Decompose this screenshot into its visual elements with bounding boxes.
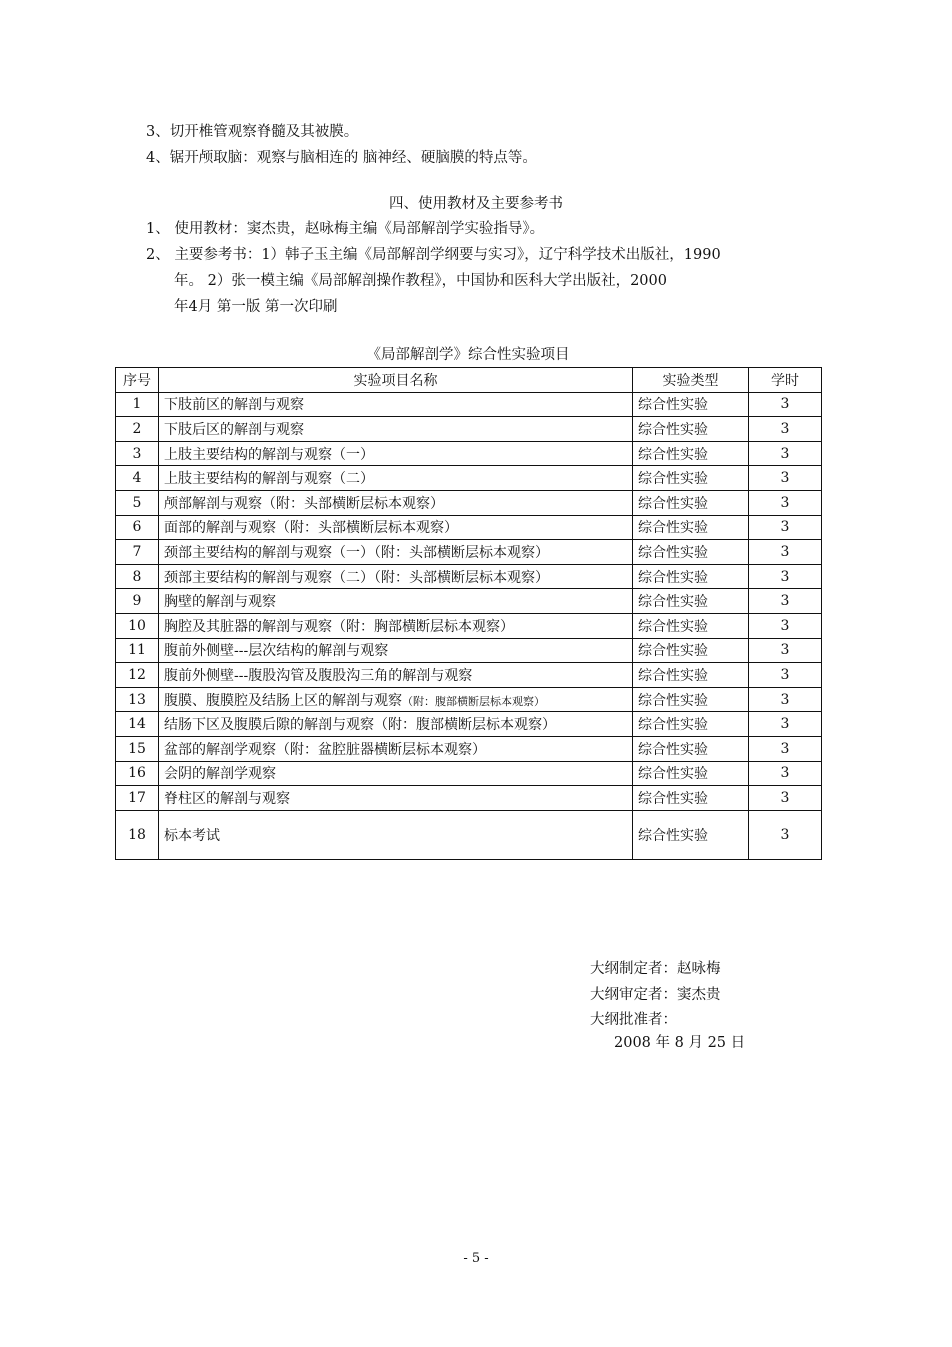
step-4: 4、锯开颅取脑：观察与脑相连的 脑神经、硬脑膜的特点等。 [146, 150, 537, 166]
row-hours: 3 [749, 663, 822, 688]
row-number: 7 [116, 540, 159, 565]
row-hours: 3 [749, 490, 822, 515]
reference-line-3: 年。 2）张一模主编《局部解剖操作教程》，中国协和医科大学出版社，2000 [174, 273, 667, 289]
row-name-text: 腹前外侧壁---腹股沟管及腹股沟三角的解剖与观察 [164, 667, 473, 684]
table-row [116, 490, 822, 515]
table-header-row [116, 368, 822, 393]
row-name-text: 颅部解剖与观察（附：头部横断层标本观察） [164, 495, 444, 512]
row-hours: 3 [749, 786, 822, 811]
row-number: 11 [116, 638, 159, 663]
row-name [159, 613, 633, 638]
row-name [159, 540, 633, 565]
row-name [159, 466, 633, 491]
step-3: 3、切开椎管观察脊髓及其被膜。 [146, 124, 359, 140]
row-hours: 3 [749, 736, 822, 761]
row-number: 14 [116, 712, 159, 737]
outline-approver: 大纲批准者： [590, 1012, 677, 1028]
row-name [159, 810, 633, 859]
row-name-text: 标本考试 [164, 827, 220, 844]
row-type: 综合性实验 [633, 638, 749, 663]
row-hours: 3 [749, 687, 822, 712]
table-row [116, 466, 822, 491]
section-title: 四、使用教材及主要参考书 [389, 196, 563, 212]
outline-date: 2008 年 8 月 25 日 [614, 1035, 746, 1051]
row-name-text: 脊柱区的解剖与观察 [164, 790, 290, 807]
reference-line-2: 2、 主要参考书：1）韩子玉主编《局部解剖学纲要与实习》，辽宁科学技术出版社，1990 [146, 247, 721, 263]
table-caption: 《局部解剖学》综合性实验项目 [366, 347, 570, 363]
table-row [116, 589, 822, 614]
row-number: 16 [116, 761, 159, 786]
table-row [116, 687, 822, 712]
row-name [159, 589, 633, 614]
table-row [116, 712, 822, 737]
row-hours: 3 [749, 613, 822, 638]
row-hours: 3 [749, 417, 822, 442]
row-number: 8 [116, 564, 159, 589]
row-type: 综合性实验 [633, 417, 749, 442]
row-name [159, 663, 633, 688]
row-type: 综合性实验 [633, 515, 749, 540]
row-type: 综合性实验 [633, 466, 749, 491]
row-name [159, 515, 633, 540]
row-number: 3 [116, 441, 159, 466]
row-name [159, 736, 633, 761]
row-hours: 3 [749, 712, 822, 737]
row-type: 综合性实验 [633, 392, 749, 417]
row-name-text: 会阴的解剖学观察 [164, 766, 276, 783]
row-name-text: 结肠下区及腹膜后隙的解剖与观察（附：腹部横断层标本观察） [164, 717, 556, 734]
row-name-text: 胸壁的解剖与观察 [164, 594, 276, 611]
row-number: 18 [116, 810, 159, 859]
row-hours: 3 [749, 466, 822, 491]
row-name [159, 761, 633, 786]
row-name-text: 下肢前区的解剖与观察 [164, 397, 304, 414]
row-name-text: 腹膜、腹膜腔及结肠上区的解剖与观察 [164, 692, 402, 709]
row-number: 15 [116, 736, 159, 761]
row-number: 2 [116, 417, 159, 442]
row-hours: 3 [749, 441, 822, 466]
row-name [159, 564, 633, 589]
header-number: 序号 [116, 368, 159, 393]
header-type: 实验类型 [633, 368, 749, 393]
row-name [159, 687, 633, 712]
row-name-text: 上肢主要结构的解剖与观察（一） [164, 446, 374, 463]
row-type: 综合性实验 [633, 712, 749, 737]
reference-line-4: 年4月 第一版 第一次印刷 [174, 299, 338, 315]
row-type: 综合性实验 [633, 663, 749, 688]
row-type: 综合性实验 [633, 761, 749, 786]
table-row [116, 786, 822, 811]
table-row [116, 638, 822, 663]
row-name [159, 712, 633, 737]
table-row [116, 736, 822, 761]
row-hours: 3 [749, 392, 822, 417]
row-hours: 3 [749, 515, 822, 540]
table-row [116, 564, 822, 589]
row-number: 6 [116, 515, 159, 540]
reference-line-1: 1、 使用教材：窦杰贵，赵咏梅主编《局部解剖学实验指导》。 [146, 221, 545, 237]
row-type: 综合性实验 [633, 810, 749, 859]
table-row [116, 417, 822, 442]
table-row [116, 663, 822, 688]
row-hours: 3 [749, 638, 822, 663]
row-type: 综合性实验 [633, 589, 749, 614]
row-name [159, 490, 633, 515]
row-type: 综合性实验 [633, 490, 749, 515]
row-number: 13 [116, 687, 159, 712]
row-name-text: 下肢后区的解剖与观察 [164, 421, 304, 438]
row-number: 9 [116, 589, 159, 614]
row-type: 综合性实验 [633, 441, 749, 466]
table-row [116, 392, 822, 417]
row-hours: 3 [749, 589, 822, 614]
row-name [159, 786, 633, 811]
row-type: 综合性实验 [633, 786, 749, 811]
row-number: 4 [116, 466, 159, 491]
row-number: 17 [116, 786, 159, 811]
row-type: 综合性实验 [633, 687, 749, 712]
table-row [116, 441, 822, 466]
row-name-note: （附：腹部横断层标本观察） [402, 694, 545, 708]
row-name-text: 颈部主要结构的解剖与观察（二）（附：头部横断层标本观察） [164, 569, 549, 586]
outline-maker: 大纲制定者：赵咏梅 [590, 961, 721, 977]
table-row [116, 761, 822, 786]
row-number: 1 [116, 392, 159, 417]
row-number: 5 [116, 490, 159, 515]
row-hours: 3 [749, 540, 822, 565]
outline-reviewer: 大纲审定者：窦杰贵 [590, 987, 721, 1003]
header-hours: 学时 [749, 368, 822, 393]
row-name-text: 腹前外侧壁---层次结构的解剖与观察 [164, 643, 389, 660]
table-row [116, 810, 822, 859]
page-number: - 5 - [463, 1251, 489, 1266]
row-name [159, 638, 633, 663]
row-number: 10 [116, 613, 159, 638]
row-number: 12 [116, 663, 159, 688]
row-type: 综合性实验 [633, 613, 749, 638]
row-type: 综合性实验 [633, 736, 749, 761]
row-name [159, 441, 633, 466]
row-name [159, 417, 633, 442]
row-name-text: 胸腔及其脏器的解剖与观察（附：胸部横断层标本观察） [164, 618, 514, 635]
row-hours: 3 [749, 564, 822, 589]
row-name-text: 盆部的解剖学观察（附：盆腔脏器横断层标本观察） [164, 741, 486, 758]
row-name-text: 面部的解剖与观察（附：头部横断层标本观察） [164, 520, 458, 537]
row-hours: 3 [749, 810, 822, 859]
header-name: 实验项目名称 [159, 368, 633, 393]
experiment-table [115, 367, 822, 860]
row-name [159, 392, 633, 417]
row-type: 综合性实验 [633, 564, 749, 589]
row-name-text: 上肢主要结构的解剖与观察（二） [164, 471, 374, 488]
row-hours: 3 [749, 761, 822, 786]
row-name-text: 颈部主要结构的解剖与观察（一）（附：头部横断层标本观察） [164, 544, 549, 561]
table-row [116, 540, 822, 565]
row-type: 综合性实验 [633, 540, 749, 565]
table-row [116, 613, 822, 638]
table-row [116, 515, 822, 540]
